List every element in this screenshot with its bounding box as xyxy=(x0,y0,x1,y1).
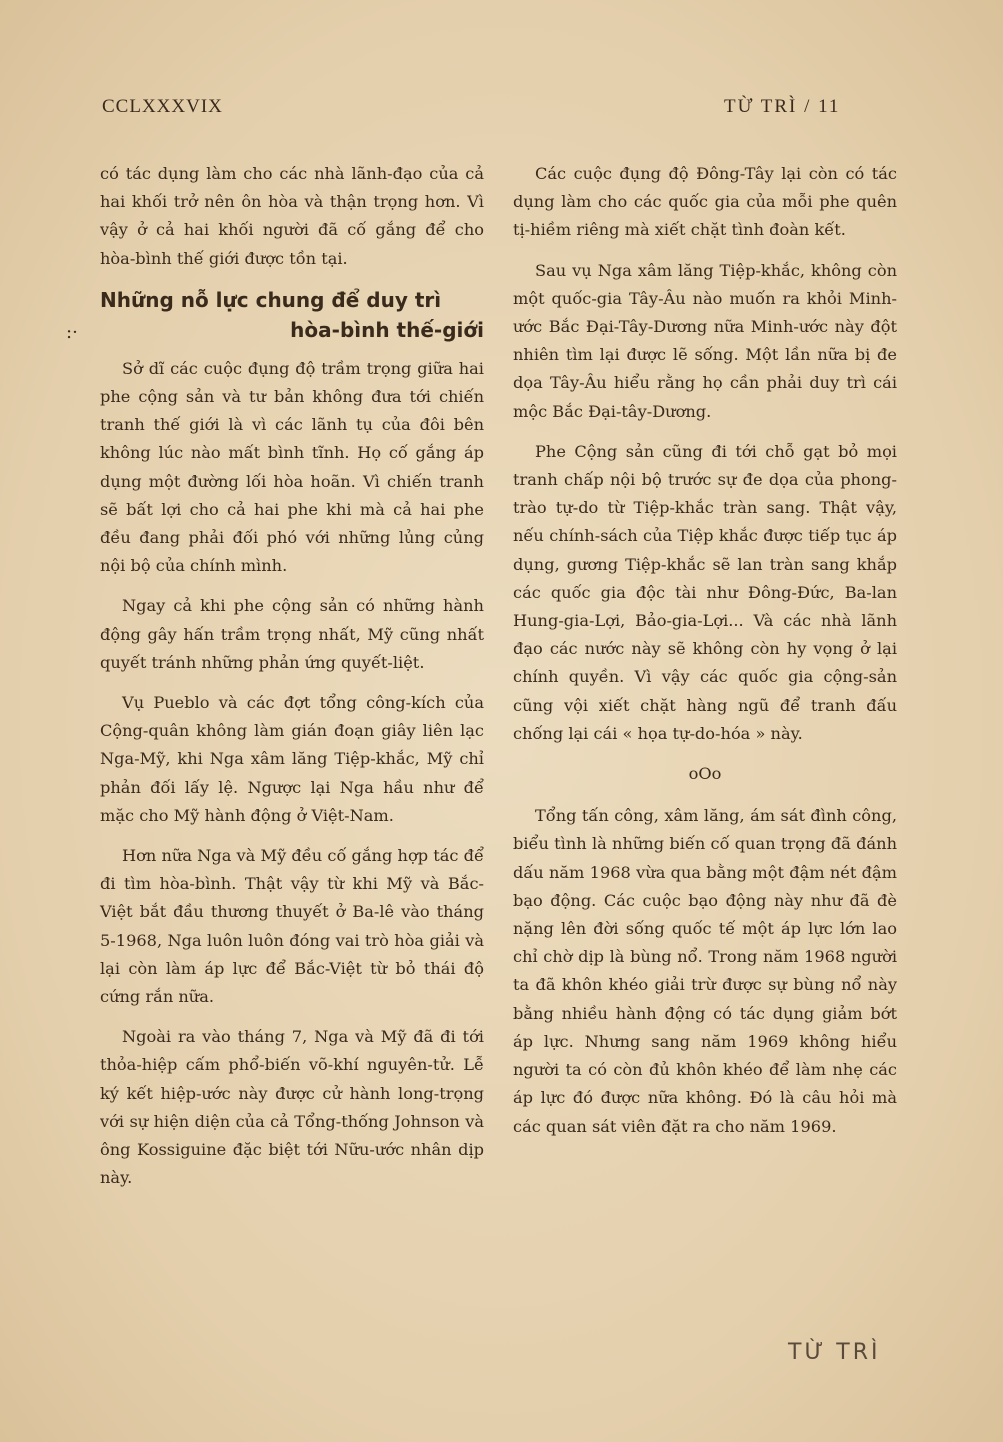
paragraph: Phe Cộng sản cũng đi tới chỗ gạt bỏ mọi tranh chấp nội bộ trước sự đe dọa của phong-trào tự-do từ Tiệp-khắc tràn sang. Thật vậy, nếu chính-sách của Tiệp khắc được tiếp tục áp dụng, gương Tiệp-khắc sẽ lan tràn sang khắp các quốc gia độc tài như Đông-Đức, Ba-lan Hung-gia-Lợi, Bảo-gia-Lợi... Và các nhà lãnh đạo các nước này sẽ không còn hy vọng ở lại chính quyền. Vì vậy các quốc gia cộng-sản cũng vội xiết chặt hàng ngũ để tranh đấu chống lại cái « họa tự-do-hóa » này. xyxy=(513,441,897,743)
section-heading-line-2: hòa-bình thế-giới xyxy=(290,317,484,342)
paragraph: Hơn nữa Nga và Mỹ đều cố gắng hợp tác để đi tìm hòa-bình. Thật vậy từ khi Mỹ và Bắc-Việt bắt đầu thương thuyết ở Ba-lê vào tháng 5-1968, Nga luôn luôn đóng vai trò hòa giải và lại còn làm áp lực để Bắc-Việt từ bỏ thái độ cứng rắn nữa. xyxy=(100,846,484,1007)
paragraph: Sau vụ Nga xâm lăng Tiệp-khắc, không còn một quốc-gia Tây-Âu nào muốn ra khỏi Minh-ước Bắc Đại-Tây-Dương nữa Minh-ước này đột nhiên tìm lại được lẽ sống. Một lần nữa bị đe dọa Tây-Âu hiểu rằng họ cần phải duy trì cái mộc Bắc Đại-tây-Dương. xyxy=(513,260,897,421)
paragraph: Vụ Pueblo và các đợt tổng công-kích của Cộng-quân không làm gián đoạn giây liên lạc Nga-Mỹ, khi Nga xâm lăng Tiệp-khắc, Mỹ chỉ phản đối lấy lệ. Ngược lại Nga hầu như để mặc cho Mỹ hành động ở Việt-Nam. xyxy=(100,693,484,825)
paragraph: Sở dĩ các cuộc đụng độ trầm trọng giữa hai phe cộng sản và tư bản không đưa tới chiến tranh thế giới là vì các lãnh tụ của đôi bên không lúc nào mất bình tĩnh. Họ cố gắng áp dụng một đường lối hòa hoãn. Vì chiến tranh sẽ bất lợi cho cả hai phe khi mà cả hai phe đều đang phải đối phó với những lủng củng nội bộ của chính mình. xyxy=(100,358,484,576)
right-column xyxy=(513,160,897,1153)
paragraph: Các cuộc đụng độ Đông-Tây lại còn có tác dụng làm cho các quốc gia của mỗi phe quên tị-hiềm riêng mà xiết chặt tình đoàn kết. xyxy=(513,164,897,240)
left-column xyxy=(100,160,484,1205)
margin-mark: :· xyxy=(66,322,78,343)
section-separator: oOo xyxy=(688,764,722,784)
section-heading-line-1: Những nỗ lực chung để duy trì xyxy=(100,287,442,312)
section-heading xyxy=(100,285,484,345)
paragraph: Ngoài ra vào tháng 7, Nga và Mỹ đã đi tới thỏa-hiệp cấm phổ-biến võ-khí nguyên-tử. Lễ ký kết hiệp-ước này được cử hành long-trọng với sự hiện diện của cả Tổng-thống Johnson và ông Kossiguine đặc biệt tới Nữu-ước nhân dịp này. xyxy=(100,1027,484,1188)
paragraph: Tổng tấn công, xâm lăng, ám sát đình công, biểu tình là những biến cố quan trọng đã đánh dấu năm 1968 vừa qua bằng một đậm nét đậm bạo động. Các cuộc bạo động này như đã đè nặng lên đời sống quốc tế một áp lực lớn lao chỉ chờ dịp là bùng nổ. Trong năm 1968 người ta đã khôn khéo giải trừ được sự bùng nổ này bằng nhiều hành động có tác dụng giảm bớt áp lực. Nhưng sang năm 1969 không hiểu người ta có còn đủ khôn khéo để làm nhẹ các áp lực đó được nữa không. Đó là câu hỏi mà các quan sát viên đặt ra cho năm 1969. xyxy=(513,806,897,1136)
intro-paragraph: có tác dụng làm cho các nhà lãnh-đạo của cả hai khối trở nên ôn hòa và thận trọng hơn. Vì vậy ở cả hai khối người đã cố gắng để cho hòa-bình thế giới được tồn tại. xyxy=(100,164,484,268)
paragraph: Ngay cả khi phe cộng sản có những hành động gây hấn trầm trọng nhất, Mỹ cũng nhất quyết tránh những phản ứng quyết-liệt. xyxy=(100,596,484,672)
page-author-and-number: TỪ TRÌ / 11 xyxy=(724,96,841,117)
handwritten-signature: TỪ TRÌ xyxy=(788,1340,881,1365)
page-roman-numeral: CCLXXXVIX xyxy=(102,96,223,117)
